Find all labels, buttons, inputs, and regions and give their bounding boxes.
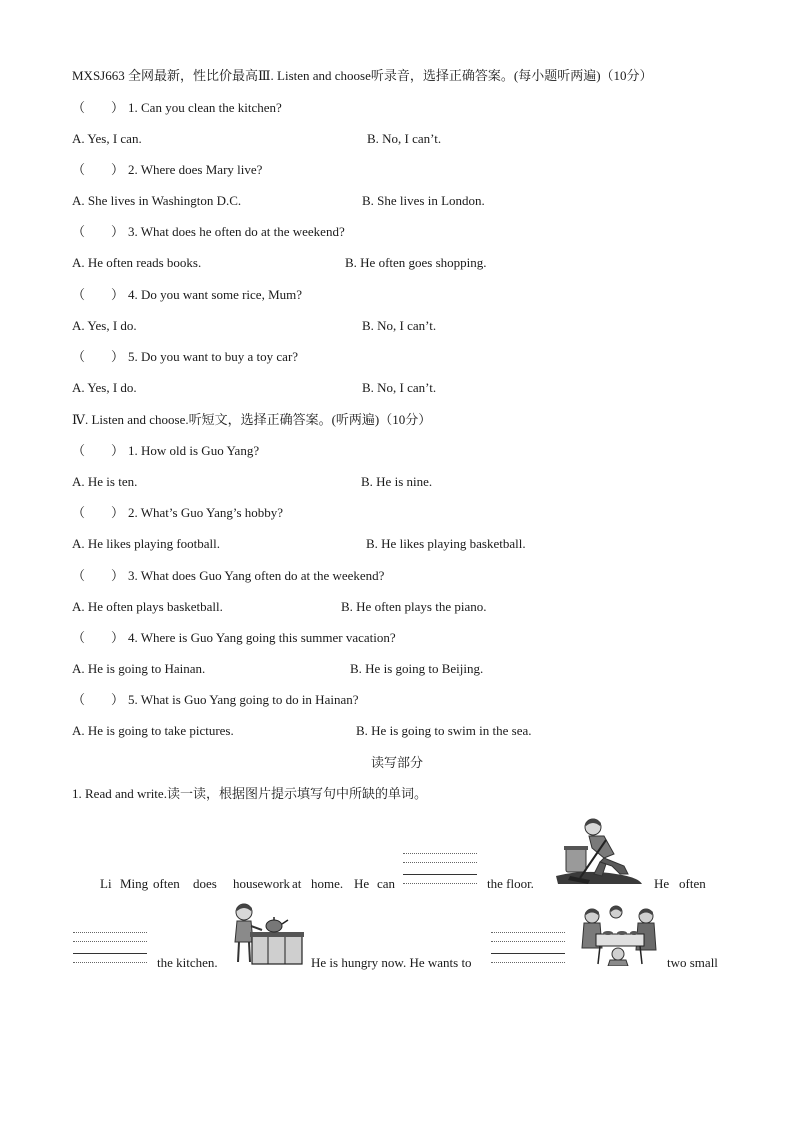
passage-word: at xyxy=(292,876,302,891)
option-b: B. He is nine. xyxy=(361,474,433,489)
question-text: 3. What does Guo Yang often do at the weekend? xyxy=(128,568,385,583)
option-a: A. He is going to take pictures. xyxy=(72,723,234,738)
passage-word: often xyxy=(153,876,180,891)
option-b: B. He is going to Beijing. xyxy=(350,661,484,676)
passage-text: two small xyxy=(667,955,718,970)
passage-word: Li xyxy=(100,876,112,891)
answer-bracket[interactable]: （ ） xyxy=(72,630,125,645)
option-a: A. He likes playing football. xyxy=(72,536,221,551)
option-a: A. He is ten. xyxy=(72,474,138,489)
option-b: B. No, I can’t. xyxy=(367,131,442,146)
option-b: B. He often plays the piano. xyxy=(341,599,487,614)
answer-bracket[interactable]: （ ） xyxy=(72,100,125,115)
passage-word: often xyxy=(679,876,706,891)
passage-text: the floor. xyxy=(487,876,534,891)
option-a: A. He often reads books. xyxy=(72,255,202,270)
answer-bracket[interactable]: （ ） xyxy=(72,224,125,239)
passage-text: He is hungry now. He wants to xyxy=(311,955,472,970)
passage-word: home. xyxy=(311,876,344,891)
option-a: A. Yes, I can. xyxy=(72,131,142,146)
question-row xyxy=(72,100,282,116)
question-text: 4. Where is Guo Yang going this summer vacation? xyxy=(128,630,396,645)
option-b: B. He often goes shopping. xyxy=(345,255,487,270)
answer-blank[interactable] xyxy=(73,929,147,965)
passage-word: does xyxy=(193,876,217,891)
option-b: B. No, I can’t. xyxy=(362,380,437,395)
section-4-heading: Ⅳ. Listen and choose.听短文，选择正确答案。(听两遍)（10分） xyxy=(72,412,432,427)
family-dinner-picture xyxy=(576,904,664,966)
question-text: 1. How old is Guo Yang? xyxy=(128,443,260,458)
passage-word: He xyxy=(654,876,670,891)
answer-bracket[interactable]: （ ） xyxy=(72,349,125,364)
option-b: B. He is going to swim in the sea. xyxy=(356,723,532,738)
option-b: B. No, I can’t. xyxy=(362,318,437,333)
answer-bracket[interactable]: （ ） xyxy=(72,287,125,302)
kitchen-cooking-picture xyxy=(228,900,304,966)
option-b: B. He likes playing basketball. xyxy=(366,536,526,551)
option-a: A. She lives in Washington D.C. xyxy=(72,193,242,208)
read-write-heading: 1. Read and write.读一读，根据图片提示填写句中所缺的单词。 xyxy=(72,786,427,801)
answer-bracket[interactable]: （ ） xyxy=(72,568,125,583)
passage-word: Ming xyxy=(120,876,149,891)
answer-bracket[interactable]: （ ） xyxy=(72,162,125,177)
option-a: A. Yes, I do. xyxy=(72,380,137,395)
section-3-heading: MXSJ663 全网最新，性比价最高Ⅲ. Listen and choose听录音，选择正确答案。(每小题听两遍)（10分） xyxy=(72,68,653,83)
question-row xyxy=(72,224,345,240)
question-text: 2. What’s Guo Yang’s hobby? xyxy=(128,505,284,520)
question-row xyxy=(72,443,259,459)
question-text: 5. What is Guo Yang going to do in Hainan? xyxy=(128,692,359,707)
question-row xyxy=(72,692,359,708)
question-text: 2. Where does Mary live? xyxy=(128,162,263,177)
answer-bracket[interactable]: （ ） xyxy=(72,443,125,458)
passage-text: the kitchen. xyxy=(157,955,218,970)
question-row xyxy=(72,505,283,521)
question-row xyxy=(72,630,396,646)
passage-word: housework xyxy=(233,876,291,891)
question-text: 3. What does he often do at the weekend? xyxy=(128,224,345,239)
mopping-floor-picture xyxy=(554,814,644,886)
question-row xyxy=(72,349,298,365)
answer-bracket[interactable]: （ ） xyxy=(72,692,125,707)
question-text: 1. Can you clean the kitchen? xyxy=(128,100,282,115)
option-b: B. She lives in London. xyxy=(362,193,485,208)
passage-word: can xyxy=(377,876,396,891)
question-text: 5. Do you want to buy a toy car? xyxy=(128,349,299,364)
option-a: A. He is going to Hainan. xyxy=(72,661,206,676)
question-row xyxy=(72,287,302,303)
option-a: A. Yes, I do. xyxy=(72,318,137,333)
question-row xyxy=(72,162,262,178)
question-row xyxy=(72,568,384,584)
passage-word: He xyxy=(354,876,370,891)
answer-blank[interactable] xyxy=(403,850,477,886)
answer-bracket[interactable]: （ ） xyxy=(72,505,125,520)
answer-blank[interactable] xyxy=(491,929,565,965)
question-text: 4. Do you want some rice, Mum? xyxy=(128,287,303,302)
reading-writing-part-title: 读写部分 xyxy=(370,755,423,770)
option-a: A. He often plays basketball. xyxy=(72,599,223,614)
